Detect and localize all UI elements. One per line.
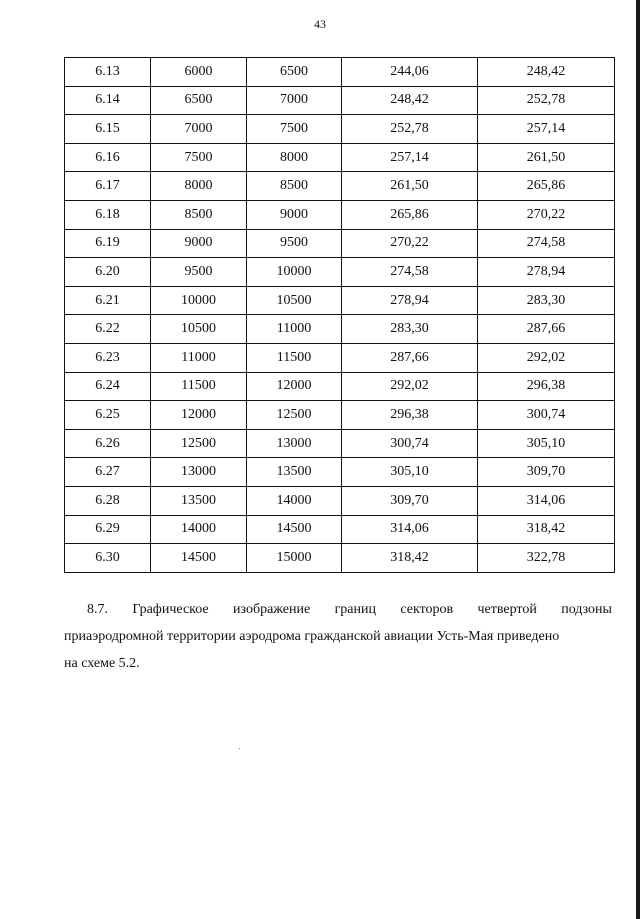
- table-row: [65, 429, 615, 458]
- table-cell: 278,94: [478, 258, 615, 287]
- table-cell: 14500: [247, 515, 342, 544]
- table-cell: 270,22: [478, 200, 615, 229]
- table-cell: 12000: [151, 401, 247, 430]
- table-row: [65, 143, 615, 172]
- table-cell: 274,58: [342, 258, 478, 287]
- paragraph-word: четвертой: [477, 602, 537, 617]
- table-cell: 265,86: [478, 172, 615, 201]
- table-cell: 8000: [247, 143, 342, 172]
- table-cell: 12500: [151, 429, 247, 458]
- table-cell: 10000: [247, 258, 342, 287]
- page-edge: [636, 0, 640, 919]
- table-row: [65, 200, 615, 229]
- table-cell: 270,22: [342, 229, 478, 258]
- table-cell: 13000: [247, 429, 342, 458]
- table-cell: 283,30: [478, 286, 615, 315]
- paragraph-word: секторов: [400, 602, 454, 617]
- table-cell: 11000: [247, 315, 342, 344]
- table-row: [65, 515, 615, 544]
- table-cell: 287,66: [342, 343, 478, 372]
- table-cell: 274,58: [478, 229, 615, 258]
- table-cell: 6500: [151, 86, 247, 115]
- table-cell: 9000: [247, 200, 342, 229]
- table-cell: 287,66: [478, 315, 615, 344]
- paragraph-word: подзоны: [561, 602, 612, 617]
- table-cell: 6.24: [65, 372, 151, 401]
- table-cell: 318,42: [478, 515, 615, 544]
- table-cell: 13000: [151, 458, 247, 487]
- table-cell: 257,14: [478, 115, 615, 144]
- table-cell: 15000: [247, 544, 342, 573]
- table-cell: 6.19: [65, 229, 151, 258]
- table-cell: 7500: [247, 115, 342, 144]
- table-cell: 7500: [151, 143, 247, 172]
- table-row: [65, 58, 615, 87]
- table-cell: 252,78: [478, 86, 615, 115]
- table-cell: 309,70: [342, 486, 478, 515]
- table-cell: 248,42: [478, 58, 615, 87]
- table-cell: 261,50: [342, 172, 478, 201]
- table-cell: 6.28: [65, 486, 151, 515]
- table-cell: 6.29: [65, 515, 151, 544]
- page-number: 43: [314, 17, 326, 31]
- table-cell: 300,74: [342, 429, 478, 458]
- table-row: [65, 544, 615, 573]
- paragraph-8-7: [64, 596, 612, 677]
- table-cell: 322,78: [478, 544, 615, 573]
- paragraph-word: Графическое: [132, 602, 209, 617]
- table-cell: 8000: [151, 172, 247, 201]
- table-cell: 12000: [247, 372, 342, 401]
- table-row: [65, 172, 615, 201]
- table-cell: 9500: [247, 229, 342, 258]
- table-cell: 6500: [247, 58, 342, 87]
- table-cell: 6.14: [65, 86, 151, 115]
- table-cell: 7000: [151, 115, 247, 144]
- table-cell: 252,78: [342, 115, 478, 144]
- table-cell: 6.13: [65, 58, 151, 87]
- table-cell: 6.20: [65, 258, 151, 287]
- table-cell: 278,94: [342, 286, 478, 315]
- table-cell: 8500: [247, 172, 342, 201]
- table-row: [65, 315, 615, 344]
- table-row: [65, 286, 615, 315]
- table-cell: 314,06: [342, 515, 478, 544]
- table-cell: 6000: [151, 58, 247, 87]
- scan-speck: [239, 748, 240, 749]
- table-cell: 6.18: [65, 200, 151, 229]
- table-row: [65, 372, 615, 401]
- table-cell: 292,02: [342, 372, 478, 401]
- table-cell: 283,30: [342, 315, 478, 344]
- table-cell: 14000: [151, 515, 247, 544]
- table-cell: 9500: [151, 258, 247, 287]
- table-cell: 6.22: [65, 315, 151, 344]
- table-cell: 318,42: [342, 544, 478, 573]
- table-cell: 248,42: [342, 86, 478, 115]
- table-cell: 11000: [151, 343, 247, 372]
- table-cell: 257,14: [342, 143, 478, 172]
- table-cell: 14000: [247, 486, 342, 515]
- paragraph-line-3: на схеме 5.2.: [64, 656, 140, 671]
- table-cell: 305,10: [478, 429, 615, 458]
- sector-table: [64, 57, 615, 573]
- paragraph-line-2: приаэродромной территории аэродрома гражданской авиации Усть-Мая приведено: [64, 629, 560, 644]
- table-cell: 261,50: [478, 143, 615, 172]
- paragraph-line-1: [64, 596, 612, 623]
- table-cell: 296,38: [478, 372, 615, 401]
- table-cell: 10500: [151, 315, 247, 344]
- table-cell: 244,06: [342, 58, 478, 87]
- table-row: [65, 343, 615, 372]
- table-cell: 11500: [247, 343, 342, 372]
- table-cell: 296,38: [342, 401, 478, 430]
- table-cell: 6.30: [65, 544, 151, 573]
- table-cell: 6.25: [65, 401, 151, 430]
- paragraph-word: изображение: [233, 602, 311, 617]
- table-cell: 10000: [151, 286, 247, 315]
- table-cell: 6.21: [65, 286, 151, 315]
- table-cell: 10500: [247, 286, 342, 315]
- table-row: [65, 115, 615, 144]
- table-cell: 13500: [247, 458, 342, 487]
- table-cell: 6.23: [65, 343, 151, 372]
- table-cell: 11500: [151, 372, 247, 401]
- table-cell: 292,02: [478, 343, 615, 372]
- table-cell: 305,10: [342, 458, 478, 487]
- table-row: [65, 229, 615, 258]
- table-row: [65, 458, 615, 487]
- table-row: [65, 258, 615, 287]
- table-cell: 6.17: [65, 172, 151, 201]
- table-cell: 309,70: [478, 458, 615, 487]
- table-cell: 14500: [151, 544, 247, 573]
- table-cell: 300,74: [478, 401, 615, 430]
- table-row: [65, 86, 615, 115]
- table-cell: 314,06: [478, 486, 615, 515]
- table-row: [65, 486, 615, 515]
- table-cell: 12500: [247, 401, 342, 430]
- table-cell: 6.16: [65, 143, 151, 172]
- table-cell: 7000: [247, 86, 342, 115]
- table-row: [65, 401, 615, 430]
- table-cell: 6.27: [65, 458, 151, 487]
- table-cell: 13500: [151, 486, 247, 515]
- table-cell: 6.26: [65, 429, 151, 458]
- table-cell: 8500: [151, 200, 247, 229]
- paragraph-word: 8.7.: [87, 602, 108, 617]
- table-cell: 6.15: [65, 115, 151, 144]
- table-body: [65, 58, 615, 573]
- table-cell: 9000: [151, 229, 247, 258]
- table-cell: 265,86: [342, 200, 478, 229]
- paragraph-word: границ: [334, 602, 376, 617]
